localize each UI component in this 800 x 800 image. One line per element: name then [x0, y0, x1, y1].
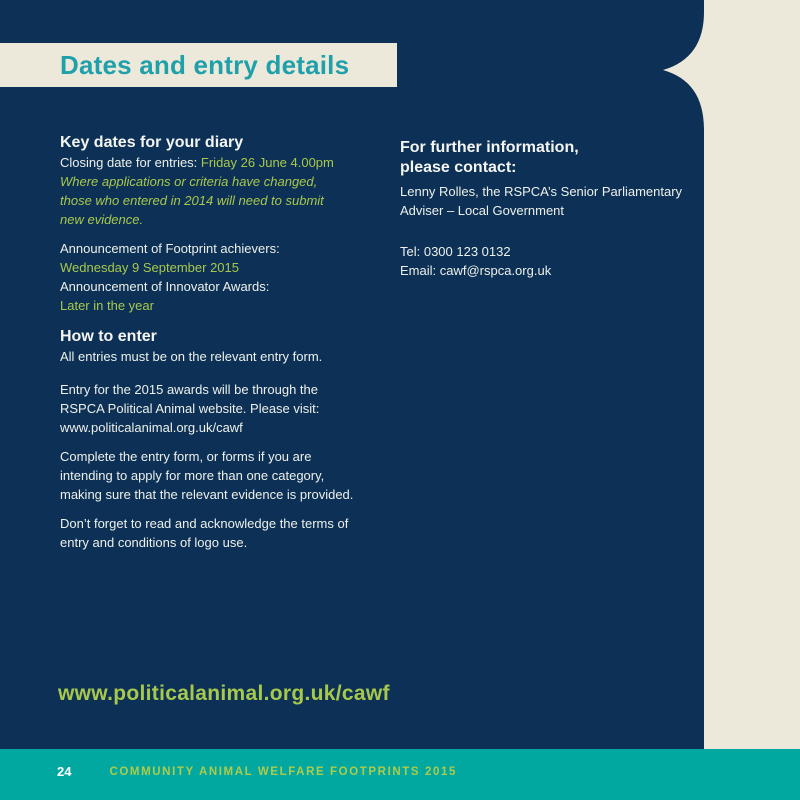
entry-form-line: All entries must be on the relevant entry form. [60, 349, 323, 364]
campaign-url-link[interactable]: www.politicalanimal.org.uk/cawf [58, 682, 390, 705]
announcement-label: Announcement of Innovator Awards: [60, 279, 270, 294]
document-title: COMMUNITY ANIMAL WELFARE FOOTPRINTS 2015 [109, 765, 457, 778]
key-dates-heading: Key dates for your diary [60, 134, 244, 151]
announcement-value: Later in the year [60, 298, 154, 313]
contact-tel: Tel: 0300 123 0132 [400, 244, 511, 259]
complete-form-line: making sure that the relevant evidence is provided. [60, 487, 354, 502]
complete-form-line: Complete the entry form, or forms if you are [60, 449, 312, 464]
closing-date-value: Friday 26 June 4.00pm [200, 155, 334, 170]
how-to-enter-heading: How to enter [60, 328, 157, 345]
entry-para-line: Entry for the 2015 awards will be through the [60, 382, 318, 397]
note-line: new evidence. [60, 212, 144, 227]
right-column [400, 138, 700, 280]
announcement-value: Wednesday 9 September 2015 [60, 260, 239, 275]
contact-email[interactable]: Email: cawf@rspca.org.uk [400, 263, 552, 278]
entry-para-line: RSPCA Political Animal website. Please visit: [60, 401, 320, 416]
page-title: Dates and entry details [60, 49, 350, 80]
note-line: Where applications or criteria have changed, [60, 174, 318, 189]
complete-form-line: intending to apply for more than one category, [60, 468, 325, 483]
scallop-notch-shape [656, 0, 704, 140]
contact-heading-line: please contact: [400, 159, 517, 176]
contact-role-line: Adviser – Local Government [400, 203, 565, 218]
footer-bar [0, 749, 800, 800]
terms-line: entry and conditions of logo use. [60, 535, 248, 550]
contact-name-line: Lenny Rolles, the RSPCA’s Senior Parliamentary [400, 184, 683, 199]
left-column [60, 133, 395, 552]
closing-date-line [60, 153, 395, 172]
note-line: those who entered in 2014 will need to submit [60, 193, 324, 208]
terms-line: Don’t forget to read and acknowledge the terms of [60, 516, 349, 531]
page-number: 24 [57, 764, 72, 779]
page-title-banner [0, 43, 397, 87]
closing-date-label: Closing date for entries: [60, 155, 201, 170]
entry-website-link[interactable]: www.politicalanimal.org.uk/cawf [60, 420, 243, 435]
announcement-label: Announcement of Footprint achievers: [60, 241, 280, 256]
contact-heading-line: For further information, [400, 139, 579, 156]
